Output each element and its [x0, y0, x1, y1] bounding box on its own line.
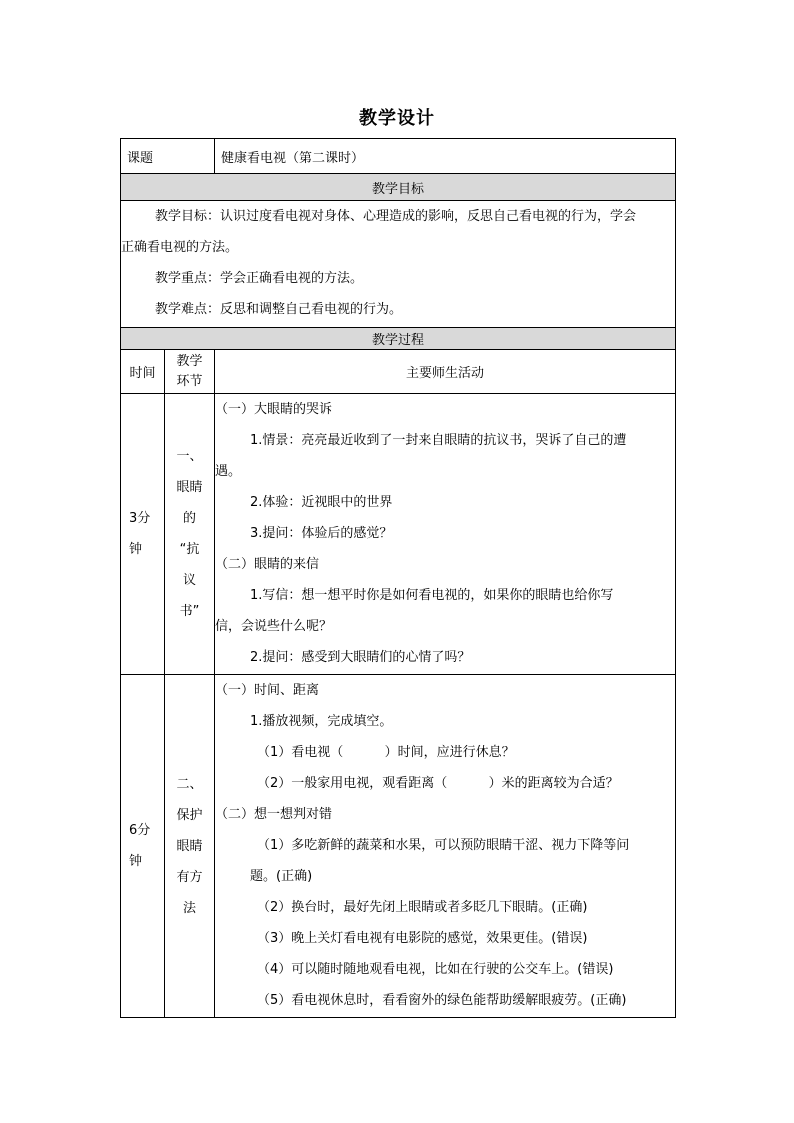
stage-2-name-line: 眼睛: [176, 838, 203, 854]
difficulty: 教学难点：反思和调整自己看电视的行为。: [155, 302, 403, 317]
goal-line-1: 教学目标：认识过度看电视对身体、心理造成的影响，反思自己看电视的行为，学会: [155, 209, 637, 224]
header-time: 时间: [121, 350, 165, 394]
objectives-body: [121, 201, 676, 328]
activity-line: （1）多吃新鲜的蔬菜和水果，可以预防眼睛干涩、视力下降等问: [257, 838, 630, 853]
activity-line: 1.情景：亮亮最近收到了一封来自眼睛的抗议书，哭诉了自己的遭: [250, 433, 627, 448]
column-header-row: [121, 350, 676, 394]
activity-line: （4）可以随时随地观看电视，比如在行驶的公交车上。(错误): [257, 962, 614, 977]
stage-1-time-b: 钟: [129, 542, 143, 557]
goal-line-2: 正确看电视的方法。: [121, 240, 239, 255]
objectives-header: 教学目标: [121, 174, 676, 201]
stage-2-name-line: 二、: [176, 776, 203, 792]
stage-2-name: [165, 675, 215, 1018]
activity-line: （3）晚上关灯看电视有电影院的感觉，效果更佳。(错误): [257, 931, 588, 946]
stage-1-name-line: 书”: [179, 604, 200, 619]
activity-line: 信，会说些什么呢？: [215, 619, 333, 634]
activity-line: 1.播放视频，完成填空。: [250, 714, 393, 729]
stage-1-name-line: “抗: [179, 542, 200, 557]
stage-1-name-line: 眼睛: [176, 480, 203, 495]
course-label: 课题: [121, 139, 215, 174]
stage-2-row: [121, 675, 676, 1018]
stage-1-name: [165, 394, 215, 675]
stage-2-time-b: 钟: [129, 854, 143, 869]
activity-line: （2）一般家用电视，观看距离（ ）米的距离较为合适？: [257, 776, 619, 791]
stage-1-name-line: 一、: [176, 449, 203, 464]
stage-2-name-line: 保护: [176, 807, 203, 823]
activity-line: （5）看电视休息时，看看窗外的绿色能帮助缓解眼疲劳。(正确): [257, 993, 627, 1008]
activity-line: 2.体验：近视眼中的世界: [250, 495, 393, 510]
header-stage: [165, 350, 215, 394]
lesson-plan-table: [120, 138, 676, 1018]
page-title: 教学设计: [359, 108, 435, 129]
activity-line: （二）眼睛的来信: [215, 557, 320, 572]
header-activity: 主要师生活动: [215, 350, 676, 394]
stage-2-time: [121, 675, 165, 1018]
activity-line: （一）时间、距离: [215, 683, 320, 698]
activity-line: （2）换台时，最好先闭上眼睛或者多眨几下眼睛。(正确): [257, 900, 588, 915]
stage-1-time-a: 3分: [129, 511, 151, 526]
activity-line: （1）看电视（ ）时间，应进行休息？: [257, 745, 515, 760]
activity-line: 3.提问：体验后的感觉？: [250, 526, 393, 541]
header-stage-b: 环节: [176, 373, 203, 389]
activity-line: 2.提问：感受到大眼睛们的心情了吗？: [250, 650, 471, 665]
stage-1-activities: [215, 394, 676, 675]
activity-line: 题。(正确): [250, 869, 313, 884]
stage-1-row: [121, 394, 676, 675]
stage-2-name-line: 法: [183, 900, 197, 916]
key-point: 教学重点：学会正确看电视的方法。: [155, 271, 364, 286]
stage-2-activities: [215, 675, 676, 1018]
stage-2-time-a: 6分: [129, 823, 151, 838]
course-value: 健康看电视（第二课时）: [215, 139, 676, 174]
stage-1-name-line: 议: [183, 573, 197, 588]
activity-line: 1.写信：想一想平时你是如何看电视的，如果你的眼睛也给你写: [250, 588, 614, 603]
process-header: 教学过程: [121, 328, 676, 350]
activity-line: 遇。: [215, 464, 242, 479]
stage-1-name-line: 的: [183, 511, 197, 526]
activity-line: （二）想一想判对错: [215, 807, 333, 822]
stage-1-time: [121, 394, 165, 675]
header-stage-a: 教学: [176, 353, 203, 369]
stage-2-name-line: 有方: [176, 869, 203, 885]
activity-line: （一）大眼睛的哭诉: [215, 402, 333, 417]
course-row: [121, 139, 676, 174]
